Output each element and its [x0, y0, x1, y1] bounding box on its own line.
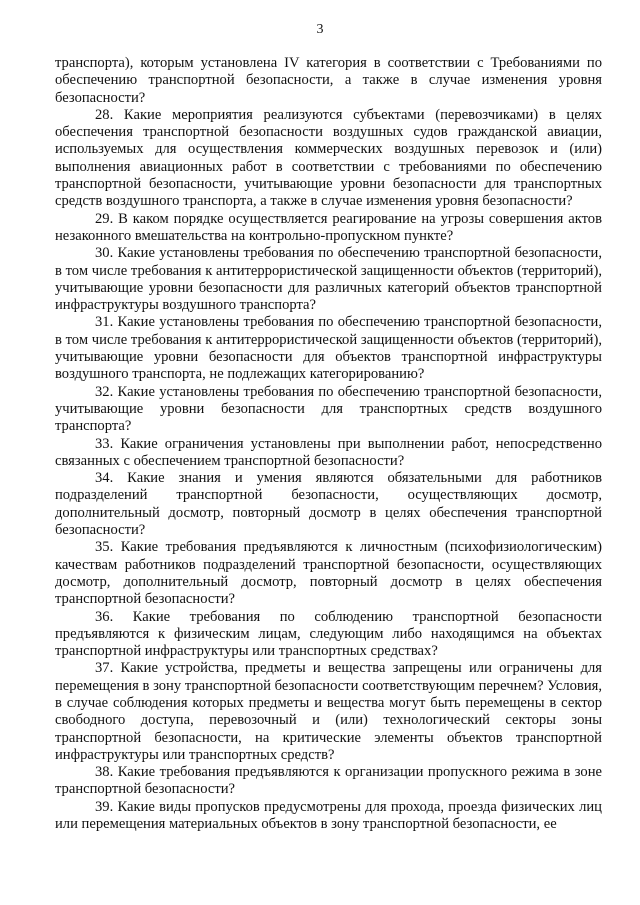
question-35: 35. Какие требования предъявляются к личностным (психофизиологическим) качествам работников подразделений транспортной безопасности, осуществляющих досмотр, дополнительный досмотр, повторный досмотр в целях обеспечения транспортной безопасности?	[55, 539, 602, 608]
question-39: 39. Какие виды пропусков предусмотрены для прохода, проезда физических лиц или перемещения материальных объектов в зону транспортной безопасности, ее	[55, 798, 602, 833]
question-29: 29. В каком порядке осуществляется реагирование на угрозы совершения актов незаконного вмешательства на контрольно-пропускном пункте?	[55, 210, 602, 244]
question-30: 30. Какие установлены требования по обеспечению транспортной безопасности, в том числе требования к антитеррористической защищенности объектов (территорий), учитывающие уровни безопасности для различных категорий объектов транспортной инфраструктуры воздушного транспорта?	[55, 245, 602, 314]
question-37: 37. Какие устройства, предметы и вещества запрещены или ограничены для перемещения в зону транспортной безопасности соответствующим перечнем? Условия, в случае соблюдения которых предметы и вещества могут быть перемещены в сектор свободного доступа, перевозочный и (или) технологический секторы зоны транспортной безопасности, на критические элементы объектов транспортной инфраструктуры или транспортных средств?	[55, 660, 602, 763]
question-34: 34. Какие знания и умения являются обязательными для работников подразделений транспортной безопасности, осуществляющих досмотр, дополнительный досмотр, повторный досмотр в целях обеспечения транспортной безопасности?	[55, 470, 602, 539]
document-body	[55, 55, 602, 833]
question-38: 38. Какие требования предъявляются к организации пропускного режима в зоне транспортной безопасности?	[55, 764, 602, 798]
page-number: 3	[316, 22, 324, 37]
question-28: 28. Какие мероприятия реализуются субъектами (перевозчиками) в целях обеспечения транспортной безопасности воздушных судов гражданской авиации, используемых для осуществления коммерческих воздушных перевозок и (или) выполнения авиационных работ в соответствии с требованиями по обеспечению транспортной безопасности, учитывающие уровни безопасности для транспортных средств воздушного транспорта, а также в случае изменения уровня безопасности?	[55, 106, 602, 210]
paragraph-continuation: транспорта), которым установлена IV категория в соответствии с Требованиями по обеспечению транспортной безопасности, а также в случае изменения уровня безопасности?	[55, 55, 602, 106]
question-32: 32. Какие установлены требования по обеспечению транспортной безопасности, учитывающие уровни безопасности для транспортных средств воздушного транспорта?	[55, 383, 602, 435]
question-31: 31. Какие установлены требования по обеспечению транспортной безопасности, в том числе требования к антитеррористической защищенности объектов (территорий), учитывающие уровни безопасности для объектов транспортной инфраструктуры воздушного транспорта, не подлежащих категорированию?	[55, 314, 602, 383]
question-36: 36. Какие требования по соблюдению транспортной безопасности предъявляются к физическим лицам, следующим либо находящимся на объектах транспортной инфраструктуры или транспортных средствах?	[55, 608, 602, 660]
question-33: 33. Какие ограничения установлены при выполнении работ, непосредственно связанных с обеспечением транспортной безопасности?	[55, 435, 602, 469]
